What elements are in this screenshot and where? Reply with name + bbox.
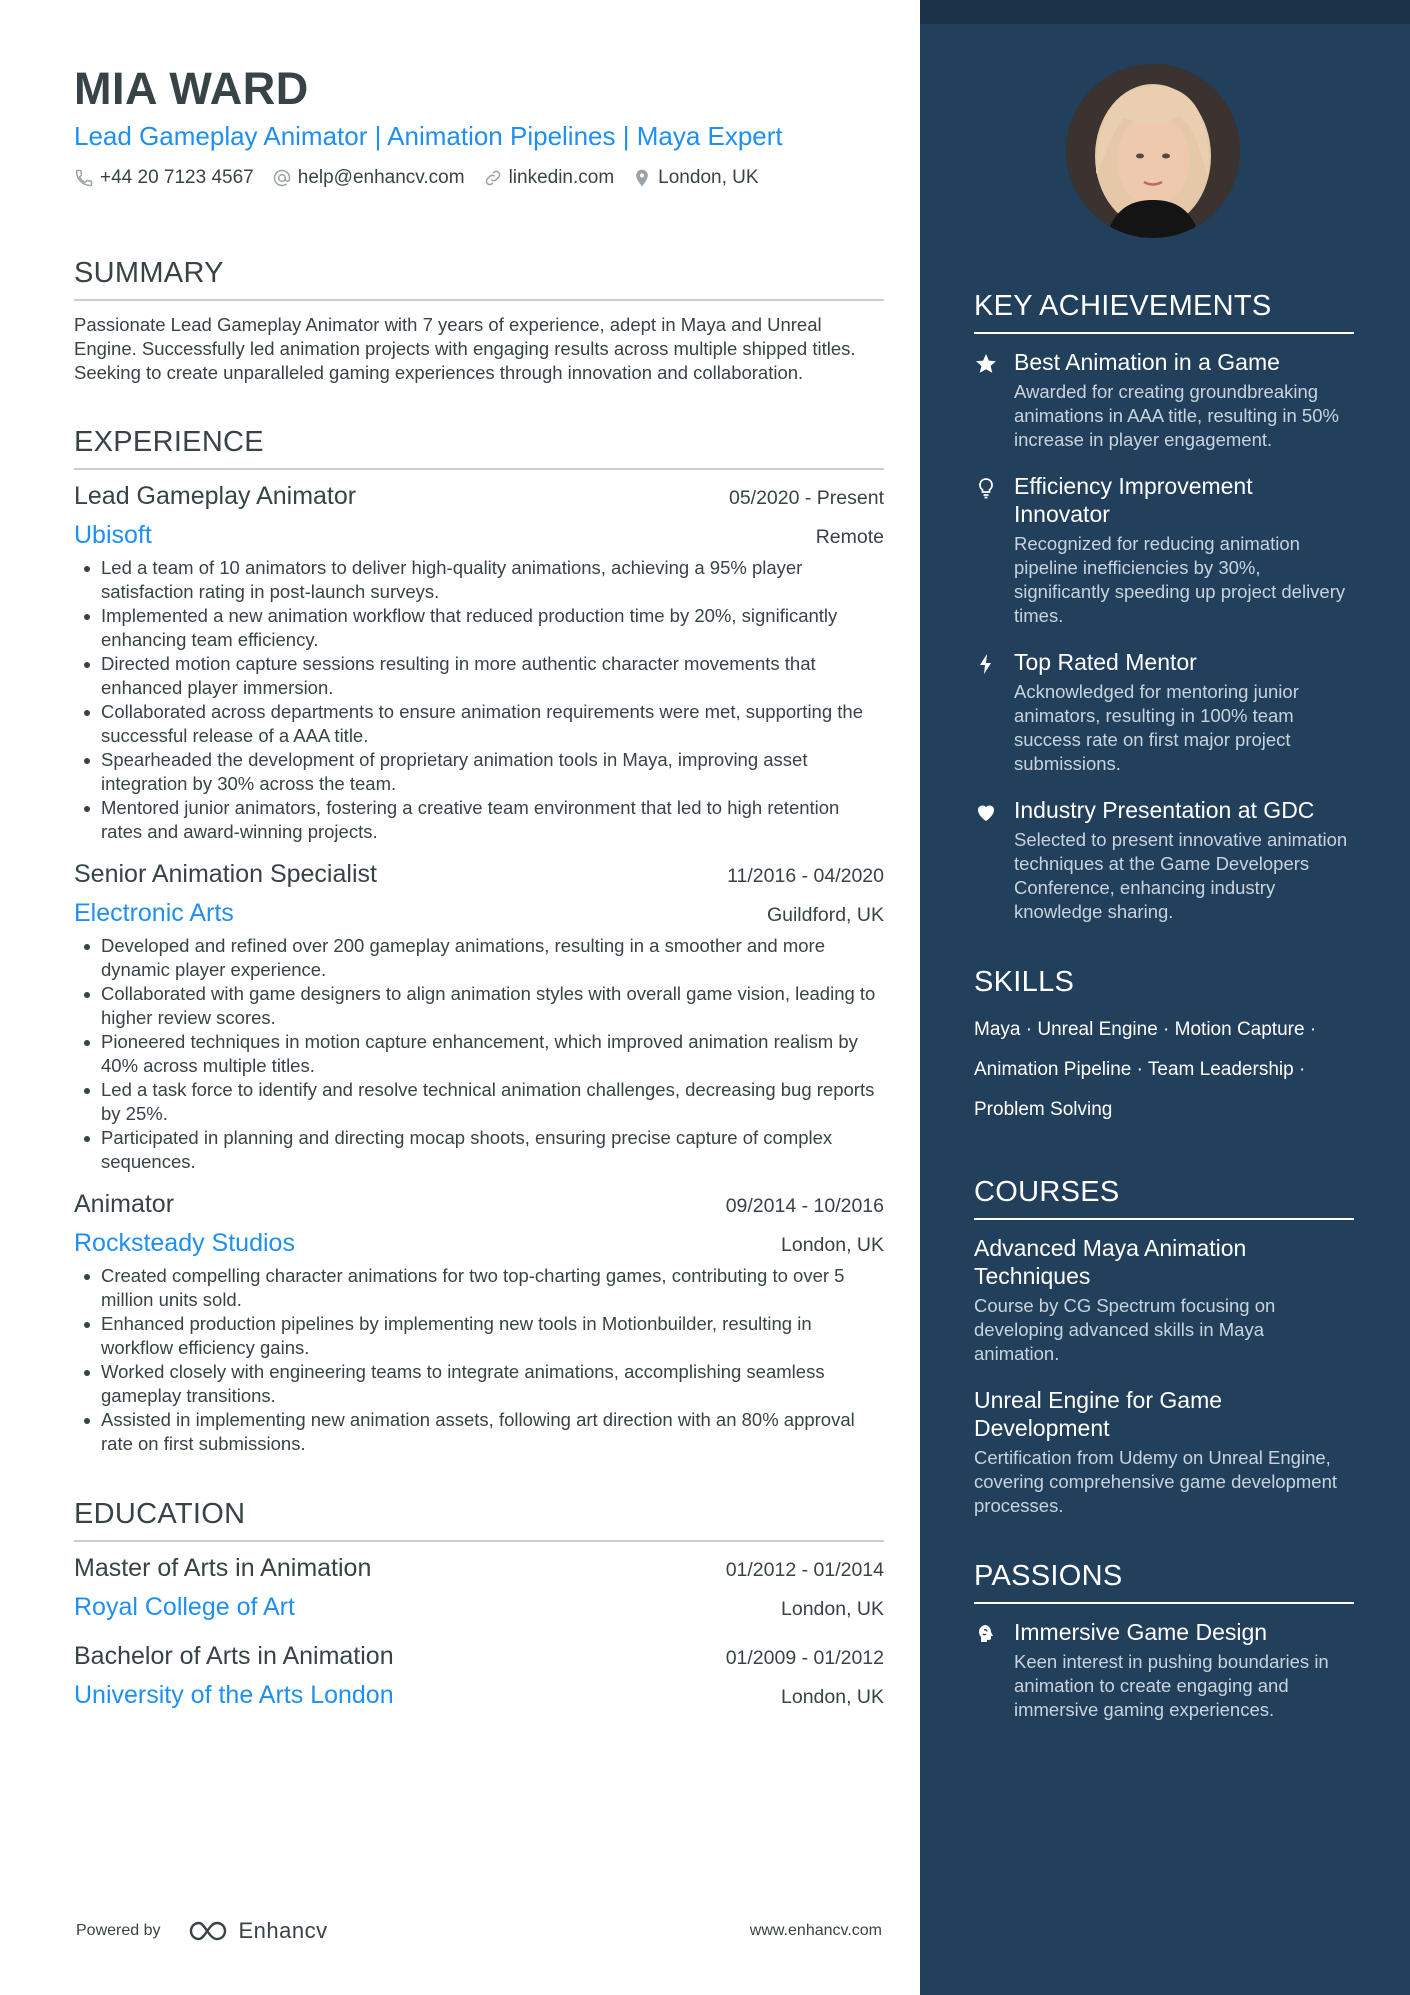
email-text: help@enhancv.com [297,167,465,188]
achievement-title: Best Animation in a Game [1014,349,1280,375]
divider [74,468,884,470]
education-entry [74,1554,884,1622]
passions-section [974,1558,1354,1722]
summary-section [74,255,884,385]
divider [74,299,884,301]
divider [974,1218,1354,1220]
achievements-section [974,288,1354,924]
phone-text: +44 20 7123 4567 [100,167,254,188]
passion-desc: Keen interest in pushing boundaries in animation to create engaging and immersive gaming experiences. [1014,1651,1329,1720]
skills-line: Maya · Unreal Engine · Motion Capture · [974,1019,1317,1040]
powered-by [76,1918,328,1944]
job-dates: 11/2016 - 04/2020 [727,865,884,887]
course-title: Advanced Maya Animation Techniques [974,1235,1247,1289]
course-item [974,1234,1354,1366]
education-dates: 01/2012 - 01/2014 [725,1559,884,1581]
job-location: Remote [815,526,884,548]
bullet: Directed motion capture sessions resulting in more authentic character movements that enhanced player immersion. [74,652,884,700]
star-icon [974,352,998,376]
job-bullets [74,934,884,1174]
job-role: Animator [74,1190,175,1218]
bullet: Developed and refined over 200 gameplay animations, resulting in a smoother and more dynamic player experience. [74,934,884,982]
website-link[interactable]: www.enhancv.com [749,1922,882,1939]
contact-email[interactable] [272,167,465,189]
skills-line: Animation Pipeline · Team Leadership · [974,1059,1306,1080]
course-title: Unreal Engine for Game Development [974,1387,1223,1441]
achievement-title: Top Rated Mentor [1014,649,1197,675]
course-desc: Course by CG Spectrum focusing on developing advanced skills in Maya animation. [974,1295,1276,1364]
passions-heading: PASSIONS [974,1560,1123,1592]
job-dates: 09/2014 - 10/2016 [725,1195,884,1217]
contact-phone[interactable] [74,167,254,189]
link-icon [483,168,503,188]
contact-bar [74,167,884,189]
bullet: Spearheaded the development of proprietary animation tools in Maya, improving asset integration by 30% across the team. [74,748,884,796]
contact-location [632,167,758,189]
achievement-title: Industry Presentation at GDC [1014,797,1315,823]
experience-section [74,424,884,1456]
brand-name: Enhancv [238,1918,328,1943]
skills-heading: SKILLS [974,966,1075,998]
achievement-item [974,348,1354,452]
bullet: Created compelling character animations for two top-charting games, contributing to over 5 million units sold. [74,1264,884,1312]
company-name[interactable]: Ubisoft [74,521,152,549]
enhancv-logo-icon [187,1919,233,1943]
divider [974,1602,1354,1604]
linkedin-text: linkedin.com [508,167,615,188]
at-icon [272,168,292,188]
main-column [74,62,884,1710]
bullet: Implemented a new animation workflow that reduced production time by 20%, significantly enhancing team efficiency. [74,604,884,652]
bullet: Led a task force to identify and resolve technical animation challenges, decreasing bug reports by 25%. [74,1078,884,1126]
divider [974,332,1354,334]
achievement-desc: Selected to present innovative animation techniques at the Game Developers Conference, enhancing industry knowledge sharing. [1014,829,1348,922]
passion-item [974,1618,1354,1722]
job-bullets [74,1264,884,1456]
job-dates: 05/2020 - Present [728,487,884,509]
enhancv-logo[interactable] [187,1918,328,1944]
degree: Bachelor of Arts in Animation [74,1642,394,1670]
school-name[interactable]: Royal College of Art [74,1593,295,1621]
powered-by-text: Powered by [76,1922,161,1939]
bullet: Collaborated across departments to ensure animation requirements were met, supporting the successful release of a AAA title. [74,700,884,748]
bullet: Assisted in implementing new animation assets, following art direction with an 80% approval rate on first submissions. [74,1408,884,1456]
bullet: Worked closely with engineering teams to integrate animations, accomplishing seamless gameplay transitions. [74,1360,884,1408]
achievement-item [974,796,1354,924]
location-pin-icon [632,168,652,188]
achievement-desc: Recognized for reducing animation pipeline inefficiencies by 30%, significantly speeding up project delivery times. [1014,533,1346,626]
heart-icon [974,800,998,824]
job-location: London, UK [781,1234,884,1256]
job-role: Senior Animation Specialist [74,860,377,888]
course-item [974,1386,1354,1518]
job-entry [74,482,884,844]
bullet: Participated in planning and directing mocap shoots, ensuring precise capture of complex sequences. [74,1126,884,1174]
candidate-name: MIA WARD [74,63,309,114]
job-bullets [74,556,884,844]
job-entry [74,1190,884,1456]
sidebar-content [974,288,1354,1722]
summary-text: Passionate Lead Gameplay Animator with 7 years of experience, adept in Maya and Unreal Engine. Successfully led animation projects with engaging results across multiple shipped titles. Seeking to create unparalleled gaming experiences through innovation and collaboration. [74,314,856,383]
footer [76,1918,882,1944]
company-name[interactable]: Rocksteady Studios [74,1229,295,1257]
education-dates: 01/2009 - 01/2012 [725,1647,884,1669]
candidate-title: Lead Gameplay Animator | Animation Pipelines | Maya Expert [74,121,783,151]
passion-title: Immersive Game Design [1014,1619,1268,1645]
brain-icon [974,1622,998,1646]
courses-section [974,1174,1354,1518]
school-location: London, UK [781,1686,884,1708]
achievements-heading: KEY ACHIEVEMENTS [974,290,1272,322]
job-location: Guildford, UK [766,904,884,926]
skills-section [974,964,1354,1130]
bullet: Led a team of 10 animators to deliver high-quality animations, achieving a 95% player satisfaction rating in post-launch surveys. [74,556,884,604]
bullet: Enhanced production pipelines by implementing new tools in Motionbuilder, resulting in workflow efficiency gains. [74,1312,884,1360]
bullet: Pioneered techniques in motion capture enhancement, which improved animation realism by 40% across multiple titles. [74,1030,884,1078]
job-role: Lead Gameplay Animator [74,482,357,510]
skills-list [974,1010,1354,1130]
achievement-desc: Awarded for creating groundbreaking animations in AAA title, resulting in 50% increase in player engagement. [1014,381,1339,450]
bullet: Collaborated with game designers to align animation styles with overall game vision, leading to higher review scores. [74,982,884,1030]
achievement-item [974,472,1354,628]
school-name[interactable]: University of the Arts London [74,1681,394,1709]
education-entry [74,1642,884,1710]
achievement-desc: Acknowledged for mentoring junior animators, resulting in 100% team success rate on first major project submissions. [1014,681,1299,774]
education-heading: EDUCATION [74,1498,246,1530]
skills-line: Problem Solving [974,1099,1113,1120]
school-location: London, UK [781,1598,884,1620]
summary-heading: SUMMARY [74,257,224,289]
sidebar [920,0,1410,1995]
phone-icon [74,168,94,188]
contact-linkedin[interactable] [483,167,615,189]
experience-heading: EXPERIENCE [74,426,264,458]
education-section [74,1496,884,1710]
bullet: Mentored junior animators, fostering a creative team environment that led to high retention rates and award-winning projects. [74,796,884,844]
location-text: London, UK [658,167,759,188]
achievement-title: Efficiency Improvement Innovator [1014,473,1253,527]
course-desc: Certification from Udemy on Unreal Engine, covering comprehensive game development processes. [974,1447,1338,1516]
lightning-icon [974,652,998,676]
courses-heading: COURSES [974,1176,1120,1208]
job-entry [74,860,884,1174]
sidebar-top-band [920,0,1410,24]
profile-photo [1066,64,1240,238]
lightbulb-icon [974,476,998,500]
company-name[interactable]: Electronic Arts [74,899,234,927]
divider [74,1540,884,1542]
degree: Master of Arts in Animation [74,1554,372,1582]
achievement-item [974,648,1354,776]
